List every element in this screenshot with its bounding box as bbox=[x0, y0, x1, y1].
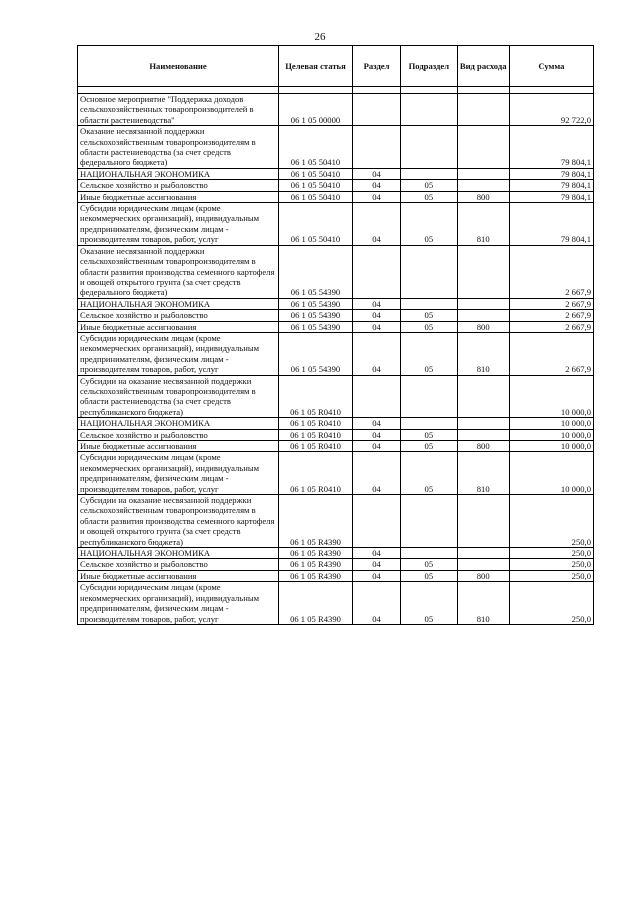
cell-section: 04 bbox=[352, 582, 400, 625]
cell-name: Субсидии на оказание несвязанной поддержки сельскохозяйственным товаропроизводителям в области растениеводства (за счет средств республиканского бюджета) bbox=[78, 375, 279, 418]
table-row bbox=[78, 203, 594, 246]
cell-target-code: 06 1 05 50410 bbox=[279, 191, 353, 202]
cell-section bbox=[352, 375, 400, 418]
table-row bbox=[78, 126, 594, 169]
table-body bbox=[78, 87, 594, 625]
cell-name: Иные бюджетные ассигнования bbox=[78, 441, 279, 452]
cell-name: Субсидии юридическим лицам (кроме некоммерческих организаций), индивидуальным предпринимателям, физическим лицам - производителям товаров, работ, услуг bbox=[78, 582, 279, 625]
cell-target-code: 06 1 05 R4390 bbox=[279, 559, 353, 570]
cell-subsection: 05 bbox=[401, 570, 457, 581]
cell-name: Субсидии юридическим лицам (кроме некоммерческих организаций), индивидуальным предпринимателям, физическим лицам - производителям товаров, работ, услуг bbox=[78, 332, 279, 375]
table-row bbox=[78, 245, 594, 298]
cell-section: 04 bbox=[352, 203, 400, 246]
cell-name: Субсидии юридическим лицам (кроме некоммерческих организаций), индивидуальным предпринимателям, физическим лицам - производителям товаров, работ, услуг bbox=[78, 452, 279, 495]
cell-subsection: 05 bbox=[401, 429, 457, 440]
cell-expense-type bbox=[457, 180, 509, 191]
cell-target-code: 06 1 05 R0410 bbox=[279, 452, 353, 495]
cell-expense-type: 800 bbox=[457, 321, 509, 332]
table-row bbox=[78, 559, 594, 570]
cell-sum: 2 667,9 bbox=[509, 321, 593, 332]
table-row bbox=[78, 332, 594, 375]
cell-sum: 79 804,1 bbox=[509, 180, 593, 191]
header-code: Целевая статья bbox=[279, 46, 353, 87]
cell-subsection bbox=[401, 298, 457, 309]
table-row bbox=[78, 180, 594, 191]
cell-expense-type: 800 bbox=[457, 191, 509, 202]
table-row bbox=[78, 168, 594, 179]
cell-target-code: 06 1 05 54390 bbox=[279, 310, 353, 321]
cell-sum: 250,0 bbox=[509, 582, 593, 625]
cell-target-code: 06 1 05 54390 bbox=[279, 332, 353, 375]
cell-sum: 2 667,9 bbox=[509, 310, 593, 321]
table-row bbox=[78, 441, 594, 452]
cell-section: 04 bbox=[352, 429, 400, 440]
cell-expense-type: 800 bbox=[457, 441, 509, 452]
cell-section bbox=[352, 126, 400, 169]
cell-expense-type bbox=[457, 429, 509, 440]
table-row bbox=[78, 582, 594, 625]
cell-expense-type bbox=[457, 245, 509, 298]
cell-target-code: 06 1 05 R4390 bbox=[279, 570, 353, 581]
cell-target-code: 06 1 05 54390 bbox=[279, 321, 353, 332]
cell-sum: 79 804,1 bbox=[509, 191, 593, 202]
cell-target-code: 06 1 05 R4390 bbox=[279, 495, 353, 548]
cell-section bbox=[352, 245, 400, 298]
cell-section: 04 bbox=[352, 180, 400, 191]
cell-expense-type bbox=[457, 548, 509, 559]
cell-target-code: 06 1 05 R0410 bbox=[279, 375, 353, 418]
cell-subsection: 05 bbox=[401, 203, 457, 246]
cell-expense-type bbox=[457, 375, 509, 418]
cell-section: 04 bbox=[352, 321, 400, 332]
cell-subsection bbox=[401, 245, 457, 298]
cell-expense-type bbox=[457, 298, 509, 309]
cell-section: 04 bbox=[352, 441, 400, 452]
cell-sum: 2 667,9 bbox=[509, 298, 593, 309]
cell-sum: 79 804,1 bbox=[509, 126, 593, 169]
cell-name: НАЦИОНАЛЬНАЯ ЭКОНОМИКА bbox=[78, 418, 279, 429]
cell-name: Сельское хозяйство и рыболовство bbox=[78, 180, 279, 191]
cell-subsection bbox=[401, 548, 457, 559]
cell-expense-type bbox=[457, 168, 509, 179]
cell-expense-type bbox=[457, 495, 509, 548]
cell-subsection bbox=[401, 168, 457, 179]
table-row bbox=[78, 418, 594, 429]
cell-subsection: 05 bbox=[401, 310, 457, 321]
cell-sum: 10 000,0 bbox=[509, 452, 593, 495]
cell-section: 04 bbox=[352, 570, 400, 581]
header-name: Наименование bbox=[78, 46, 279, 87]
cell-name: Субсидии на оказание несвязанной поддержки сельскохозяйственным товаропроизводителям в области развития производства семенного картофеля и овощей открытого грунта (за счет средств республиканского бюджета) bbox=[78, 495, 279, 548]
cell-target-code: 06 1 05 R4390 bbox=[279, 548, 353, 559]
cell-sum: 10 000,0 bbox=[509, 418, 593, 429]
header-section: Раздел bbox=[352, 46, 400, 87]
cell-subsection: 05 bbox=[401, 332, 457, 375]
page-number: 26 bbox=[314, 31, 326, 43]
cell-sum: 250,0 bbox=[509, 570, 593, 581]
table-row bbox=[78, 548, 594, 559]
cell-sum: 10 000,0 bbox=[509, 429, 593, 440]
cell-sum: 250,0 bbox=[509, 548, 593, 559]
table-row bbox=[78, 452, 594, 495]
cell-target-code: 06 1 05 50410 bbox=[279, 126, 353, 169]
cell-name: Сельское хозяйство и рыболовство bbox=[78, 559, 279, 570]
cell-section: 04 bbox=[352, 310, 400, 321]
cell-expense-type: 810 bbox=[457, 203, 509, 246]
cell-subsection: 05 bbox=[401, 180, 457, 191]
cell-target-code: 06 1 05 50410 bbox=[279, 203, 353, 246]
cell-target-code: 06 1 05 50410 bbox=[279, 180, 353, 191]
cell-target-code: 06 1 05 R4390 bbox=[279, 582, 353, 625]
header-sum: Сумма bbox=[509, 46, 593, 87]
cell-subsection bbox=[401, 126, 457, 169]
cell-subsection: 05 bbox=[401, 321, 457, 332]
cell-target-code: 06 1 05 50410 bbox=[279, 168, 353, 179]
cell-sum: 250,0 bbox=[509, 559, 593, 570]
cell-name: НАЦИОНАЛЬНАЯ ЭКОНОМИКА bbox=[78, 168, 279, 179]
cell-expense-type bbox=[457, 418, 509, 429]
cell-section: 04 bbox=[352, 418, 400, 429]
header-subsection: Подраздел bbox=[401, 46, 457, 87]
cell-section: 04 bbox=[352, 452, 400, 495]
cell-expense-type bbox=[457, 126, 509, 169]
table-row bbox=[78, 570, 594, 581]
cell-target-code: 06 1 05 54390 bbox=[279, 245, 353, 298]
cell-sum: 2 667,9 bbox=[509, 332, 593, 375]
cell-section: 04 bbox=[352, 168, 400, 179]
table-row bbox=[78, 375, 594, 418]
cell-expense-type bbox=[457, 310, 509, 321]
cell-section: 04 bbox=[352, 191, 400, 202]
header-expense-type: Вид расхода bbox=[457, 46, 509, 87]
cell-target-code: 06 1 05 R0410 bbox=[279, 418, 353, 429]
cell-section: 04 bbox=[352, 548, 400, 559]
cell-sum: 79 804,1 bbox=[509, 203, 593, 246]
table-row bbox=[78, 495, 594, 548]
cell-sum: 92 722,0 bbox=[509, 94, 593, 126]
cell-name: НАЦИОНАЛЬНАЯ ЭКОНОМИКА bbox=[78, 298, 279, 309]
cell-sum: 2 667,9 bbox=[509, 245, 593, 298]
table-header-row bbox=[78, 46, 594, 87]
cell-name: Иные бюджетные ассигнования bbox=[78, 191, 279, 202]
cell-name: Сельское хозяйство и рыболовство bbox=[78, 310, 279, 321]
cell-section: 04 bbox=[352, 559, 400, 570]
cell-section bbox=[352, 495, 400, 548]
cell-name: Сельское хозяйство и рыболовство bbox=[78, 429, 279, 440]
cell-subsection bbox=[401, 418, 457, 429]
cell-subsection bbox=[401, 94, 457, 126]
cell-name: Оказание несвязанной поддержки сельскохозяйственным товаропроизводителям в области растениеводства (за счет средств федерального бюджета) bbox=[78, 126, 279, 169]
cell-sum: 10 000,0 bbox=[509, 441, 593, 452]
cell-expense-type: 800 bbox=[457, 570, 509, 581]
cell-subsection: 05 bbox=[401, 582, 457, 625]
spacer-row bbox=[78, 87, 594, 94]
cell-subsection: 05 bbox=[401, 559, 457, 570]
cell-subsection: 05 bbox=[401, 452, 457, 495]
cell-subsection: 05 bbox=[401, 441, 457, 452]
cell-subsection bbox=[401, 375, 457, 418]
cell-expense-type bbox=[457, 559, 509, 570]
cell-name: Оказание несвязанной поддержки сельскохозяйственным товаропроизводителям в области развития производства семенного картофеля и овощей открытого грунта (за счет средств федерального бюджета) bbox=[78, 245, 279, 298]
cell-target-code: 06 1 05 54390 bbox=[279, 298, 353, 309]
cell-expense-type: 810 bbox=[457, 582, 509, 625]
cell-target-code: 06 1 05 R0410 bbox=[279, 441, 353, 452]
cell-sum: 79 804,1 bbox=[509, 168, 593, 179]
table-row bbox=[78, 310, 594, 321]
cell-section: 04 bbox=[352, 332, 400, 375]
cell-expense-type: 810 bbox=[457, 452, 509, 495]
cell-name: Субсидии юридическим лицам (кроме некоммерческих организаций), индивидуальным предпринимателям, физическим лицам - производителям товаров, работ, услуг bbox=[78, 203, 279, 246]
cell-name: Иные бюджетные ассигнования bbox=[78, 321, 279, 332]
table-row bbox=[78, 191, 594, 202]
budget-table bbox=[77, 45, 594, 625]
cell-sum: 250,0 bbox=[509, 495, 593, 548]
cell-section: 04 bbox=[352, 298, 400, 309]
cell-name: Основное мероприятие "Поддержка доходов сельскохозяйственных товаропроизводителей в области растениеводства" bbox=[78, 94, 279, 126]
cell-subsection: 05 bbox=[401, 191, 457, 202]
cell-target-code: 06 1 05 R0410 bbox=[279, 429, 353, 440]
cell-expense-type: 810 bbox=[457, 332, 509, 375]
table-row bbox=[78, 321, 594, 332]
table-row bbox=[78, 298, 594, 309]
cell-name: Иные бюджетные ассигнования bbox=[78, 570, 279, 581]
cell-subsection bbox=[401, 495, 457, 548]
cell-section bbox=[352, 94, 400, 126]
table-row bbox=[78, 429, 594, 440]
table-row bbox=[78, 94, 594, 126]
cell-expense-type bbox=[457, 94, 509, 126]
cell-target-code: 06 1 05 00000 bbox=[279, 94, 353, 126]
cell-sum: 10 000,0 bbox=[509, 375, 593, 418]
cell-name: НАЦИОНАЛЬНАЯ ЭКОНОМИКА bbox=[78, 548, 279, 559]
